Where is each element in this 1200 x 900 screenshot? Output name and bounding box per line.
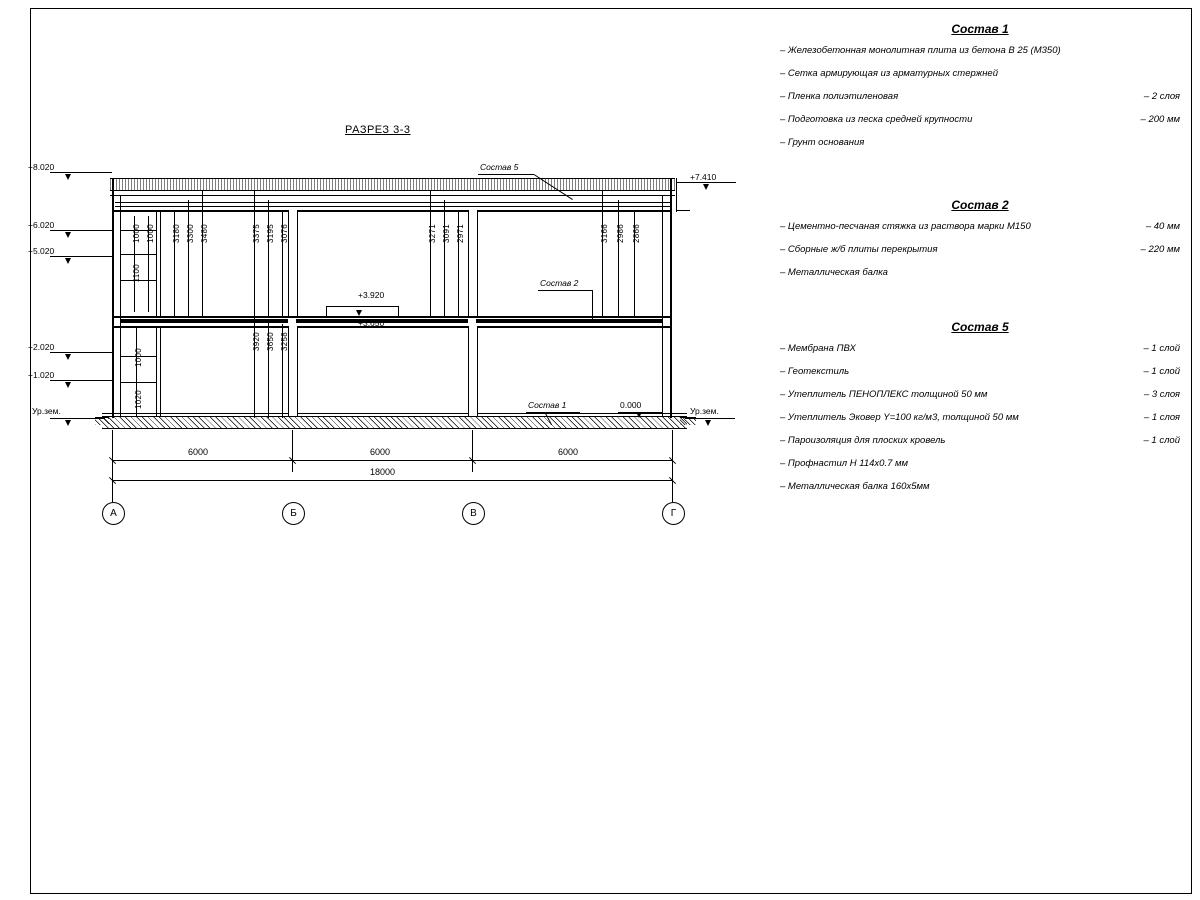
dim-2986: 2986 [616,224,625,243]
level-arrow-5 [65,382,71,388]
spec-row [780,434,1180,448]
dimline-a5 [202,190,203,318]
dim-3180: 3180 [172,224,181,243]
dimline-b1 [254,190,255,318]
level-arrow-6 [65,420,71,426]
column-axis-c-upper [468,210,478,316]
spec-row [780,365,1180,379]
ext-line-a [112,430,113,502]
dim-3091: 3091 [442,224,451,243]
exterior-wall-left [112,178,114,418]
spec-row-value: – 3 слоя [1143,389,1180,400]
dim-3650: 3650 [266,332,275,351]
floor-slab-top [112,316,672,318]
partition-lower-a [156,326,157,416]
spec-row-text: – Железобетонная монолитная плита из бетона В 25 (М350) [780,45,1061,56]
callout-sostav5: Состав 5 [480,162,519,172]
spec-row-value [1170,67,1180,81]
level-leader-3 [50,256,112,257]
column-axis-b-upper [288,210,298,316]
dim-bay-2: 6000 [370,447,391,457]
level-mark-inner-3: 0.000 [620,400,642,410]
spec-row [780,67,1180,81]
spec-row-text: – Геотекстиль [780,366,850,377]
spec-row [780,136,1180,150]
spec-row-value: – 200 мм [1140,114,1180,125]
spec-row [780,480,1180,494]
dim-a-1000a: 1000 [132,224,141,243]
roof-beam-line [115,202,670,203]
roof-bottom-chord [112,210,672,212]
dim-2971: 2971 [456,224,465,243]
spec-row [780,457,1180,471]
spec-row [780,243,1180,257]
dim-3300: 3300 [186,224,195,243]
dim-bay-3: 6000 [558,447,579,457]
dim-a-1100: 1100 [132,264,141,283]
roof-beam-line-2 [115,206,670,207]
band-a-2 [120,254,156,255]
section-drawing [28,120,760,540]
level-arrow-i1 [356,310,362,316]
axis-bubble-b: Б [282,502,305,525]
level-leader-1 [50,172,112,173]
spec-row-text: – Утеплитель Эковер Y=100 кг/м3, толщиной 50 мм [780,412,1019,423]
spec-row-text: – Подготовка из песка средней крупности [780,114,973,125]
dimline-b2 [268,200,269,318]
callout-5-underline [478,174,534,175]
column-axis-c-lower [468,326,478,416]
dimline-c2 [444,200,445,318]
partition-upper-a [156,210,157,316]
callout-1-underline [526,412,580,413]
callout-sostav1: Состав 1 [528,400,567,410]
spec-title: Состав 2 [951,198,1009,212]
landing-line-top [326,306,398,307]
floor-beam-a-b [120,319,288,323]
landing-line-right [398,306,399,316]
level-arrow-2 [65,232,71,238]
spec-row-value: – 40 мм [1145,221,1180,232]
spec-row-text: – Сетка армирующая из арматурных стержней [780,68,998,79]
dim-bay-1: 6000 [188,447,209,457]
spec-row-text: – Цементно-песчаная стяжка из раствора марки М150 [780,221,1031,232]
spec-row [780,266,1180,280]
spec-row-text: – Пароизоляция для плоских кровель [780,435,946,446]
dim-3258: 3258 [280,332,289,351]
spec-title: Состав 5 [951,320,1009,334]
spec-row [780,90,1180,104]
dim-total: 18000 [370,467,396,477]
dim-lower-1000: 1000 [134,348,143,367]
level-mark-inner-1: +3.920 [358,290,385,300]
dim-3271: 3271 [428,224,437,243]
level-mark-right-2: Ур.зем. [690,406,719,416]
spec-row [780,44,1180,58]
level-mark-right-1: +7.410 [690,172,717,182]
spec-block-sostav1 [780,22,1180,159]
callout-sostav2: Состав 2 [540,278,579,288]
spec-row-text: – Мембрана ПВХ [780,343,856,354]
landing-line-left [326,306,327,316]
level-leader-r1 [676,182,736,183]
dimline-a4 [188,200,189,318]
spec-row-value: – 2 слоя [1143,91,1180,102]
level-arrow-3 [65,258,71,264]
spec-row-text: – Профнастил Н 114х0.7 мм [780,458,909,469]
ext-line-b [292,430,293,472]
level-mark-inner-2: +3.650 [358,318,385,328]
dim-3076: 3076 [280,224,289,243]
dimline-d1 [602,190,603,318]
level-arrow-r1 [703,184,709,190]
dim-3166: 3166 [600,224,609,243]
exterior-wall-right [670,178,672,418]
spec-row-value [1170,44,1180,58]
level-leader-6 [50,418,105,419]
ext-line-c [472,430,473,472]
spec-row-value: – 1 слоя [1143,412,1180,423]
page-title: РАЗРЕЗ 3-3 [345,124,411,136]
floor-finish-line [102,413,687,414]
spec-row-value: – 220 мм [1140,244,1180,255]
dim-chain-total [112,480,672,481]
floor-slab-bottom [112,326,672,328]
spec-row-text: – Грунт основания [780,137,865,148]
spec-row-text: – Сборные ж/б плиты перекрытия [780,244,938,255]
spec-row-text: – Утеплитель ПЕНОПЛЕКС толщиной 50 мм [780,389,988,400]
level-leader-r2 [685,418,735,419]
level-mark-left-5: +1.020 [28,370,55,380]
dim-chain-bays [112,460,672,461]
spec-row [780,113,1180,127]
callout-2-underline [538,290,592,291]
callout-2-leader [592,290,593,320]
parapet-right-edge [676,178,677,212]
level-leader-4 [50,352,112,353]
dim-lower-1020: 1020 [134,390,143,409]
spec-block-sostav2 [780,198,1180,289]
level-arrow-i3 [636,412,642,418]
spec-row-text: – Пленка полиэтиленовая [780,91,899,102]
roof-construction [110,178,675,191]
level-mark-left-4: +2.020 [28,342,55,352]
axis-bubble-d: Г [662,502,685,525]
spec-row [780,220,1180,234]
foundation-slab [102,416,687,429]
spec-row-value [1170,136,1180,150]
spec-row [780,411,1180,425]
partition-upper-a2 [160,210,161,316]
level-mark-left-3: +5.020 [28,246,55,256]
floor-beam-c-d [476,319,662,323]
spec-row [780,388,1180,402]
dim-2866: 2866 [632,224,641,243]
spec-row-value: – 1 слой [1143,366,1180,377]
dim-3480: 3480 [200,224,209,243]
dim-3920: 3920 [252,332,261,351]
dim-3375: 3375 [252,224,261,243]
spec-row-value: – 1 слой [1143,343,1180,354]
band-a-5 [120,382,156,383]
level-leader-5 [50,380,112,381]
spec-row [780,342,1180,356]
level-leader-2 [50,230,112,231]
parapet-right-tail [676,210,690,211]
level-arrow-r2 [705,420,711,426]
spec-title: Состав 1 [951,22,1009,36]
level-mark-left-6: Ур.зем. [32,406,61,416]
spec-block-sostav5 [780,320,1180,503]
level-mark-left-2: +6.020 [28,220,55,230]
spec-row-value [1170,457,1180,471]
dimline-c1 [430,190,431,318]
column-axis-b-lower [288,326,298,416]
ext-line-d [672,430,673,502]
spec-row-value [1170,480,1180,494]
spec-row-value [1170,266,1180,280]
dimline-d2 [618,200,619,318]
axis-bubble-a: А [102,502,125,525]
exterior-wall-right-inner [662,195,663,416]
level-mark-left-1: +8.020 [28,162,55,172]
roof-soffit-line [110,195,675,196]
partition-lower-a2 [160,326,161,416]
spec-row-value: – 1 слой [1143,435,1180,446]
dim-3195: 3195 [266,224,275,243]
spec-row-text: – Металлическая балка 160х5мм [780,481,930,492]
level-arrow-1 [65,174,71,180]
level-arrow-4 [65,354,71,360]
dim-a-1000b: 1000 [146,224,155,243]
axis-bubble-c: В [462,502,485,525]
spec-row-text: – Металлическая балка [780,267,888,278]
